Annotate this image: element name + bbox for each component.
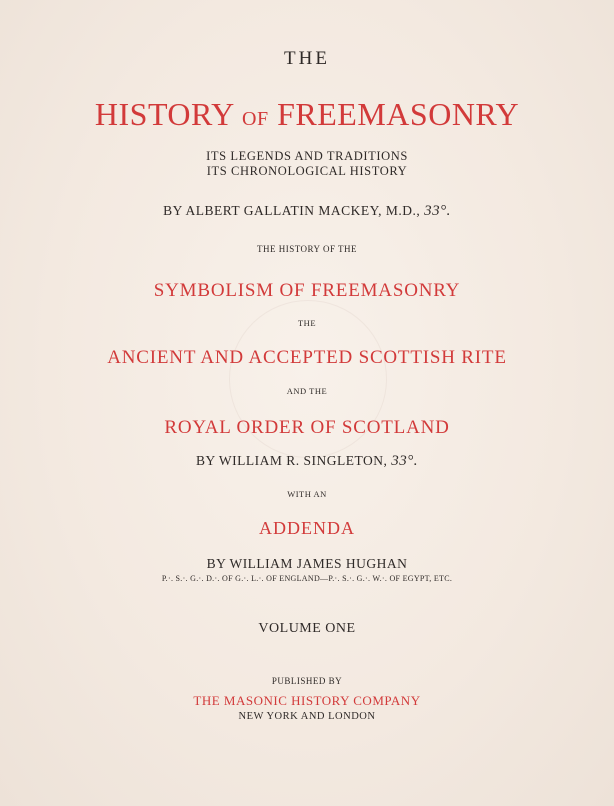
author-mackey-name: BY ALBERT GALLATIN MACKEY, M.D., xyxy=(163,203,421,218)
author-hughan-credentials: P.·. S.·. G.·. D.·. OF G.·. L.·. OF ENGLAND—P.·. S.·. G.·. W.·. OF EGYPT, ETC. xyxy=(161,574,453,583)
subtitle-chronological: ITS CHRONOLOGICAL HISTORY xyxy=(206,164,408,178)
connector-and-the: AND THE xyxy=(286,386,328,396)
main-title-of: OF xyxy=(242,108,269,130)
work-royal-order: ROYAL ORDER OF SCOTLAND xyxy=(164,417,450,438)
author-mackey-degree: 33°. xyxy=(424,203,451,219)
author-mackey xyxy=(0,203,614,220)
main-title-part2: FREEMASONRY xyxy=(277,96,520,132)
work-symbolism: SYMBOLISM OF FREEMASONRY xyxy=(153,280,461,301)
author-hughan: BY WILLIAM JAMES HUGHAN xyxy=(206,556,408,571)
published-by: PUBLISHED BY xyxy=(271,676,343,686)
title-article: THE xyxy=(284,48,330,69)
volume-label: VOLUME ONE xyxy=(258,621,356,636)
author-singleton xyxy=(0,453,614,470)
connector-history-of-the: THE HISTORY OF THE xyxy=(256,244,358,254)
main-title xyxy=(0,96,614,133)
work-ancient-scottish-rite: ANCIENT AND ACCEPTED SCOTTISH RITE xyxy=(107,347,507,368)
connector-with-an: WITH AN xyxy=(287,489,327,499)
work-addenda: ADDENDA xyxy=(259,518,355,538)
publisher-place: NEW YORK AND LONDON xyxy=(238,711,376,722)
publisher-name: THE MASONIC HISTORY COMPANY xyxy=(193,693,421,708)
author-singleton-degree: 33°. xyxy=(391,453,418,469)
author-singleton-name: BY WILLIAM R. SINGLETON, xyxy=(196,453,388,468)
subtitle-legends: ITS LEGENDS AND TRADITIONS xyxy=(206,149,408,163)
main-title-part1: HISTORY xyxy=(94,96,234,132)
connector-the: THE xyxy=(297,318,317,328)
